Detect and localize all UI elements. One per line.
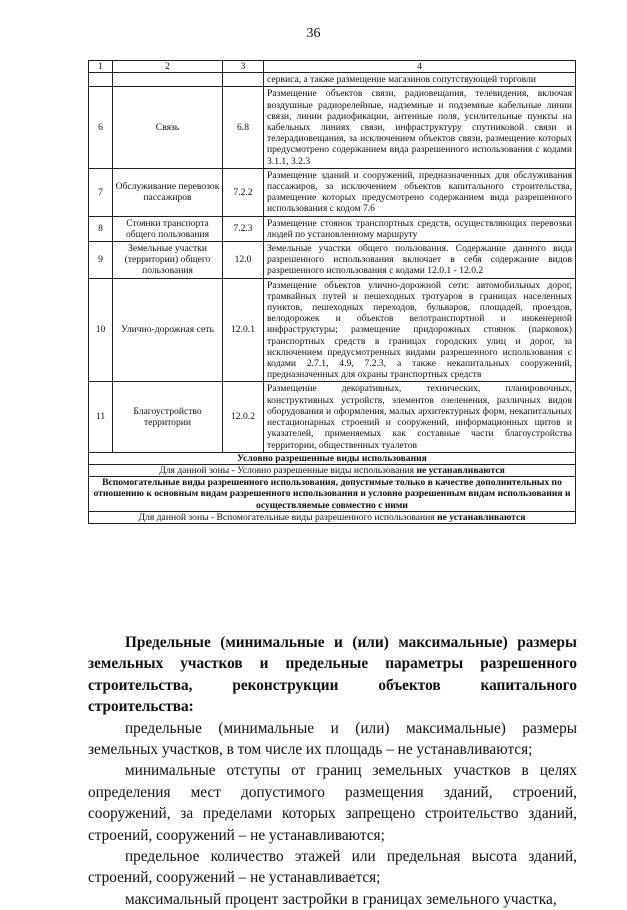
row-number: 10 [89,278,113,382]
use-code [223,73,264,87]
paragraph: предельные (минимальные и (или) максимальные) размеры земельных участков, в том числе их площадь – не устанавливаются; [88,719,577,759]
conditional-uses-note [89,464,576,476]
column-header: 2 [113,61,223,73]
row-number [89,73,113,87]
use-code: 12.0.2 [223,382,264,452]
use-name: Стоянки транспорта общего пользования [113,216,223,241]
table-row [89,216,576,241]
row-number: 9 [89,242,113,279]
use-name: Обслуживание перевозок пассажиров [113,168,223,216]
note-emphasis: не устанавливаются [416,464,505,476]
note-emphasis: не устанавливаются [437,511,526,523]
row-number: 7 [89,168,113,216]
use-description: сервиса, а также размещение магазинов сопутствующей торговли [264,73,576,87]
note-row [89,511,576,523]
section-heading-row [89,452,576,464]
use-code: 7.2.2 [223,168,264,216]
use-description: Размещение декоративных, технических, планировочных, конструктивных устройств, элементов озеленения, различных видов оборудования и оформления, малых архитектурных форм, некапитальных нестационарных строений и сооружений, информационных щитов и указателей, применяемых как составные части благоустройства территории, общественных туалетов [264,382,576,452]
table-header-row [89,61,576,73]
column-header: 1 [89,61,113,73]
conditional-uses-heading: Условно разрешенные виды использования [89,452,576,464]
paragraph: максимальный процент застройки в границах земельного участка, [125,890,557,908]
section-heading-row [89,477,576,512]
use-code: 6.8 [223,87,264,168]
use-description: Размещение зданий и сооружений, предназначенных для обслуживания пассажиров, за исключением объектов капитального строительства, размещение которых предусмотрено содержанием вида разрешенного использования с кодом 7.6 [264,168,576,216]
row-number: 8 [89,216,113,241]
table-row [89,168,576,216]
use-name: Благоустройство территории [113,382,223,452]
paragraph: минимальные отступы от границ земельных участков в целях определения мест допустимого размещения зданий, строений, сооружений, за пределами которых запрещено строительство зданий, строений, сооружений – не устанавливаются; [88,762,577,844]
section-heading: Предельные (минимальные и (или) максимальные) размеры земельных участков и предельные параметры разрешенного строительства, реконструкции объектов капитального строительства: [88,634,577,716]
note-text: Для данной зоны - Вспомогательные виды разрешенного использования [138,511,435,523]
row-number: 11 [89,382,113,452]
column-header: 3 [223,61,264,73]
note-text: Для данной зоны - Условно разрешенные виды использования [159,464,415,476]
use-code: 12.0.1 [223,278,264,382]
use-name: Связь [113,87,223,168]
auxiliary-uses-note [89,511,576,523]
use-description: Размещение объектов улично-дорожной сети: автомобильных дорог, трамвайных путей и пешеходных тротуаров в границах населенных пунктов, пешеходных переходов, бульваров, площадей, проездов, велодорожек и объектов велотранспортной и инженерной инфраструктуры; размещение придорожных стоянок (парковок) транспортных средств в границах городских улиц и дорог, за исключением предусмотренных видами разрешенного использования с кодами 2.7.1, 4.9, 7.2.3, а также некапитальных сооружений, предназначенных для охраны транспортных средств [264,278,576,382]
page-number: 36 [306,26,321,41]
table-row [89,87,576,168]
paragraph: предельное количество этажей или предельная высота зданий, строений, сооружений – не устанавливается; [88,848,577,887]
use-code: 12.0 [223,242,264,279]
use-name: Земельные участки (территории) общего пользования [113,242,223,279]
use-name: Улично-дорожная сеть [113,278,223,382]
use-name [113,73,223,87]
note-row [89,464,576,476]
table-row [89,242,576,279]
use-description: Размещение объектов связи, радиовещания, телевидения, включая воздушные радиорелейные, надземные и подземные кабельные линии связи, линии радиофикации, антенные поля, усилительные пункты на кабельных линиях связи, инфраструктуру спутниковой связи и телерадиовещания, за исключением объектов связи, размещение которых предусмотрено содержанием вида разрешенного использования с кодами 3.1.1, 3.2.3 [264,87,576,168]
use-description: Земельные участки общего пользования. Содержание данного вида разрешенного использования включает в себя содержание видов разрешенного использования с кодами 12.0.1 - 12.0.2 [264,242,576,279]
use-code: 7.2.3 [223,216,264,241]
table-row [89,278,576,382]
row-number: 6 [89,87,113,168]
table-row [89,382,576,452]
auxiliary-uses-heading: Вспомогательные виды разрешенного использования, допустимые только в качестве дополнительных по отношению к основным видам разрешенного использования и условно разрешенным видам использования и осуществляемые совместно с ними [89,477,576,512]
use-description: Размещение стоянок транспортных средств, осуществляющих перевозки людей по установленному маршруту [264,216,576,241]
body-text [88,632,577,910]
column-header: 4 [264,61,576,73]
table-row [89,73,576,87]
land-use-table [88,60,576,524]
